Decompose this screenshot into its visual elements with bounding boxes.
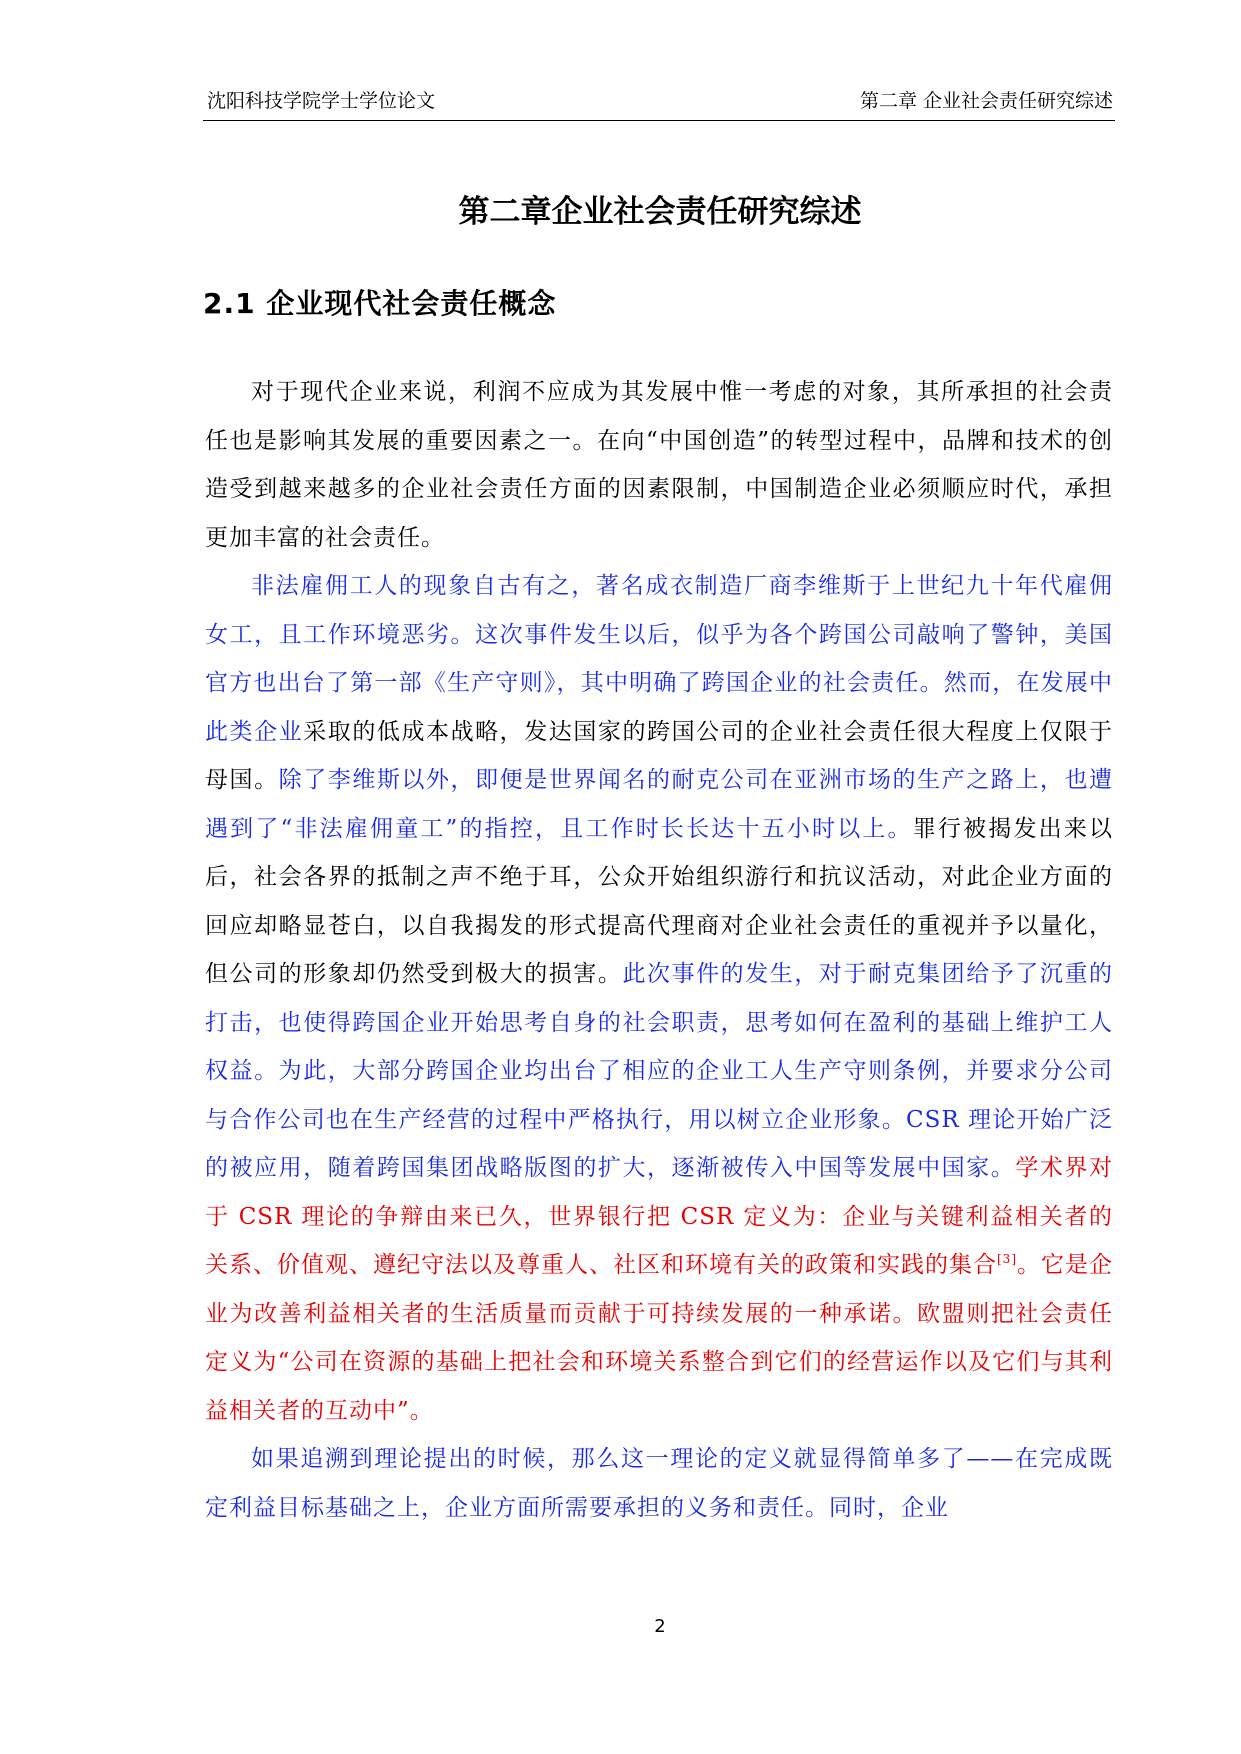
header-thesis-title: 沈阳科技学院学士学位论文 [207, 90, 436, 112]
page-header [203, 84, 1115, 121]
red-text-segment: 学术界对于 CSR 理论的争辩由来已久，世界银行把 CSR 定义为：企业与关键利益相关者的关系、价值观、遵纪守法以及尊重人、社区和环境有关的政策和实践的集合 [205, 1155, 1114, 1278]
blue-text-segment: 如果追溯到理论提出的时候，那么这一理论的定义就显得简单多了——在完成既定利益目标基础之上，企业方面所需要承担的义务和责任。同时，企业 [205, 1446, 1113, 1521]
black-text-segment: 罪行被揭发出来以后，社会各界的抵制之声不绝于耳，公众开始组织游行和抗议活动，对此企业方面的回应却略显苍白，以自我揭发的形式提高代理商对企业社会责任的重视并予以量化，但公司的形象却仍然受到极大的损害。 [205, 815, 1113, 987]
paragraph-3 [205, 1435, 1113, 1532]
paragraph-1 [205, 368, 1113, 562]
section-title: 2.1 企业现代社会责任概念 [203, 287, 557, 320]
body-text [205, 368, 1113, 1532]
citation-reference: [3] [997, 1252, 1017, 1266]
header-chapter-title: 第二章 企业社会责任研究综述 [859, 90, 1113, 112]
page-number: 2 [654, 1616, 666, 1637]
paragraph-1-text: 对于现代企业来说，利润不应成为其发展中惟一考虑的对象，其所承担的社会责任也是影响其发展的重要因素之一。在向“中国创造”的转型过程中，品牌和技术的创造受到越来越多的企业社会责任方面的因素限制，中国制造企业必须顺应时代，承担更加丰富的社会责任。 [205, 379, 1113, 551]
blue-text-segment: 非法雇佣工人的现象自古有之，著名成衣制造厂商李维斯于上世纪九十年代雇佣女工，且工作环境恶劣。这次事件发生以后，似乎为各个跨国公司敲响了警钟，美国官方也出台了第一部《生产守则》，其中明确了跨国企业的社会责任。然而，在发展中此类企业 [205, 573, 1113, 745]
blue-text-segment: 此次事件的发生，对于耐克集团给予了沉重的打击，也使得跨国企业开始思考自身的社会职责，思考如何在盈利的基础上维护工人权益。为此，大部分跨国企业均出台了相应的企业工人生产守则条例，并要求分公司与合作公司也在生产经营的过程中严格执行，用以树立企业形象。CSR 理论开始广泛的被应用，随着跨国集团战略版图的扩大，逐渐被传入中国等发展中国家。 [205, 961, 1114, 1181]
black-text-segment: 采取的低成本战略，发达国家的跨国公司的企业社会责任很大程度上仅限于母国。 [205, 718, 1114, 793]
red-text-segment: 。它是企业为改善利益相关者的生活质量而贡献于可持续发展的一种承诺。欧盟则把社会责任定义为“公司在资源的基础上把社会和环境关系整合到它们的经营运作以及它们与其利益相关者的互动中”。 [205, 1252, 1113, 1424]
paragraph-2 [205, 562, 1113, 1435]
blue-text-segment: 除了李维斯以外，即便是世界闻名的耐克公司在亚洲市场的生产之路上，也遭遇到了“非法雇佣童工”的指控，且工作时长长达十五小时以上。 [205, 767, 1114, 842]
chapter-title: 第二章企业社会责任研究综述 [458, 194, 862, 230]
